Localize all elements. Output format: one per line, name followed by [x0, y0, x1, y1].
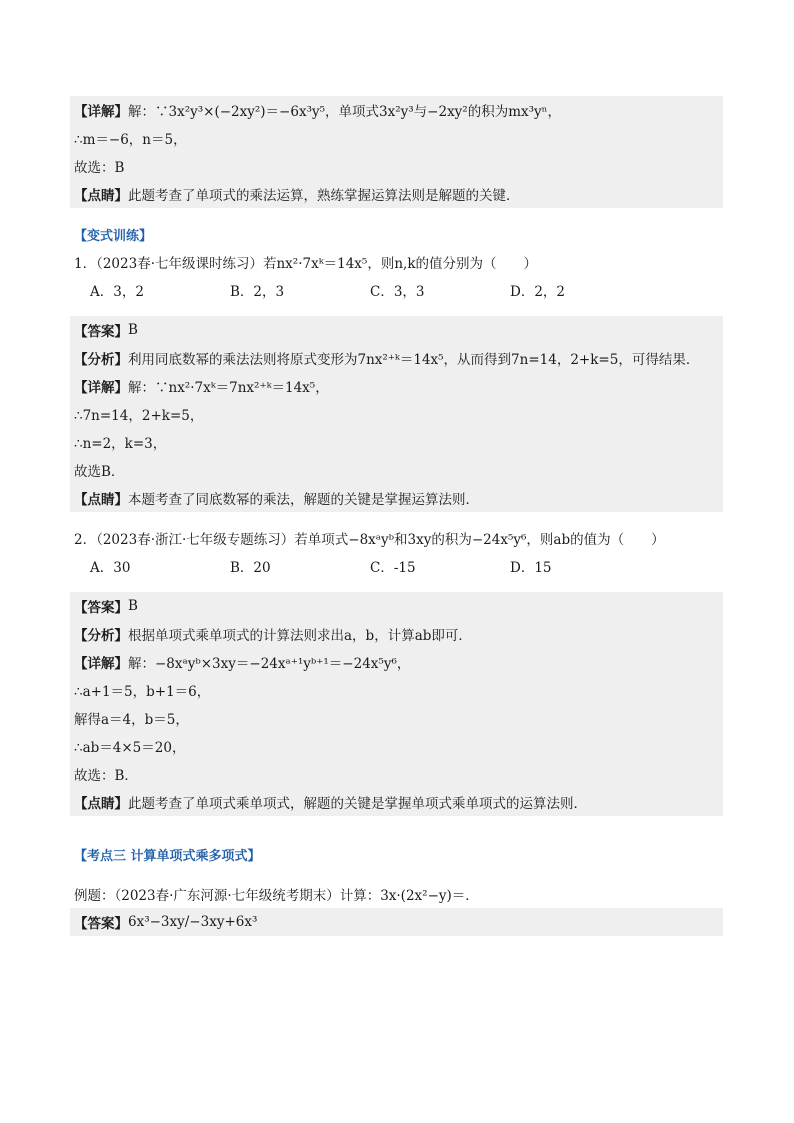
text-line	[70, 760, 723, 788]
section-heading: 【考点三 计算单项式乘多项式】	[74, 848, 261, 864]
text-line	[70, 180, 723, 208]
label-tag: 【分析】	[74, 352, 128, 368]
text-line	[70, 592, 723, 620]
label-tag: 【答案】	[74, 916, 128, 932]
line-text: B	[128, 598, 138, 614]
line-text: 此题考查了单项式的乘法运算，熟练掌握运算法则是解题的关键．	[128, 188, 520, 204]
document-page	[70, 96, 723, 936]
line-text: ∴a+1＝5，b+1＝6，	[74, 684, 211, 700]
label-tag: 【答案】	[74, 324, 128, 340]
answer-option: A．3，2	[90, 284, 144, 300]
line-text: B	[128, 322, 138, 338]
line-text: 解：−8xᵃyᵇ×3xy＝−24xᵃ⁺¹yᵇ⁺¹＝−24x⁵y⁶，	[128, 656, 411, 672]
answer-option: C．-15	[370, 560, 416, 576]
text-line	[70, 524, 723, 552]
line-text: 6x³−3xy/−3xy+6x³	[128, 914, 258, 930]
text-line	[70, 248, 723, 276]
section-heading: 【变式训练】	[74, 228, 153, 244]
text-line	[70, 704, 723, 732]
text-line	[70, 620, 723, 648]
line-text: 根据单项式乘单项式的计算法则求出a，b，计算ab即可．	[128, 628, 472, 644]
label-tag: 【点睛】	[74, 796, 128, 812]
line-text: 故选：B．	[74, 768, 138, 784]
label-tag: 【详解】	[74, 104, 128, 120]
text-line	[70, 788, 723, 816]
line-text: ∴m＝−6，n＝5，	[74, 132, 187, 148]
text-line	[70, 400, 723, 428]
line-text: 故选：B	[74, 160, 125, 176]
text-line	[70, 648, 723, 676]
text-line	[70, 276, 723, 304]
line-text: 解：∵3x²y³×(−2xy²)＝−6x³y⁵，单项式3x²y³与−2xy²的积为mx³yⁿ，	[128, 104, 562, 120]
text-line	[70, 552, 723, 580]
text-line	[70, 316, 723, 344]
label-tag: 【点睛】	[74, 492, 128, 508]
label-tag: 【答案】	[74, 600, 128, 616]
text-line	[70, 344, 723, 372]
text-line	[70, 152, 723, 180]
line-text: 1．（2023春·七年级课时练习）若nx²·7xᵏ＝14x⁵，则n,k的值分别为（ ）	[74, 256, 537, 272]
line-text: 2．（2023春·浙江·七年级专题练习）若单项式−8xᵃyᵇ和3xy的积为−24x⁵y⁶，则ab的值为（ ）	[74, 532, 665, 548]
text-line	[70, 732, 723, 760]
text-line	[70, 880, 723, 908]
answer-option: A．30	[90, 560, 131, 576]
text-line	[70, 456, 723, 484]
text-line	[70, 908, 723, 936]
label-tag: 【详解】	[74, 380, 128, 396]
label-tag: 【详解】	[74, 656, 128, 672]
text-line	[70, 484, 723, 512]
line-text: 此题考查了单项式乘单项式，解题的关键是掌握单项式乘单项式的运算法则．	[128, 796, 587, 812]
line-text: ∴n=2，k=3，	[74, 436, 167, 452]
line-text: 解：∵nx²·7xᵏ＝7nx²⁺ᵏ＝14x⁵，	[128, 380, 329, 396]
line-text: 例题：（2023春·广东河源·七年级统考期末）计算：3x·(2x²−y)＝．	[74, 888, 479, 904]
text-line	[70, 96, 723, 124]
text-line	[70, 428, 723, 456]
text-line	[70, 124, 723, 152]
label-tag: 【点睛】	[74, 188, 128, 204]
line-text: 利用同底数幂的乘法法则将原式变形为7nx²⁺ᵏ＝14x⁵，从而得到7n=14，2+k=5，可得结果．	[128, 352, 700, 368]
text-line	[70, 676, 723, 704]
answer-option: B．2，3	[230, 284, 285, 300]
answer-option: B．20	[230, 560, 271, 576]
answer-option: D．2，2	[510, 284, 566, 300]
text-line	[70, 372, 723, 400]
line-text: ∴ab＝4×5＝20，	[74, 740, 186, 756]
answer-option: C．3，3	[370, 284, 425, 300]
text-line	[70, 840, 723, 868]
line-text: 故选B．	[74, 464, 125, 480]
text-line	[70, 220, 723, 248]
label-tag: 【分析】	[74, 628, 128, 644]
answer-option: D．15	[510, 560, 552, 576]
line-text: 本题考查了同底数幂的乘法，解题的关键是掌握运算法则．	[128, 492, 479, 508]
line-text: 解得a＝4，b＝5，	[74, 712, 189, 728]
line-text: ∴7n=14，2+k=5，	[74, 408, 204, 424]
